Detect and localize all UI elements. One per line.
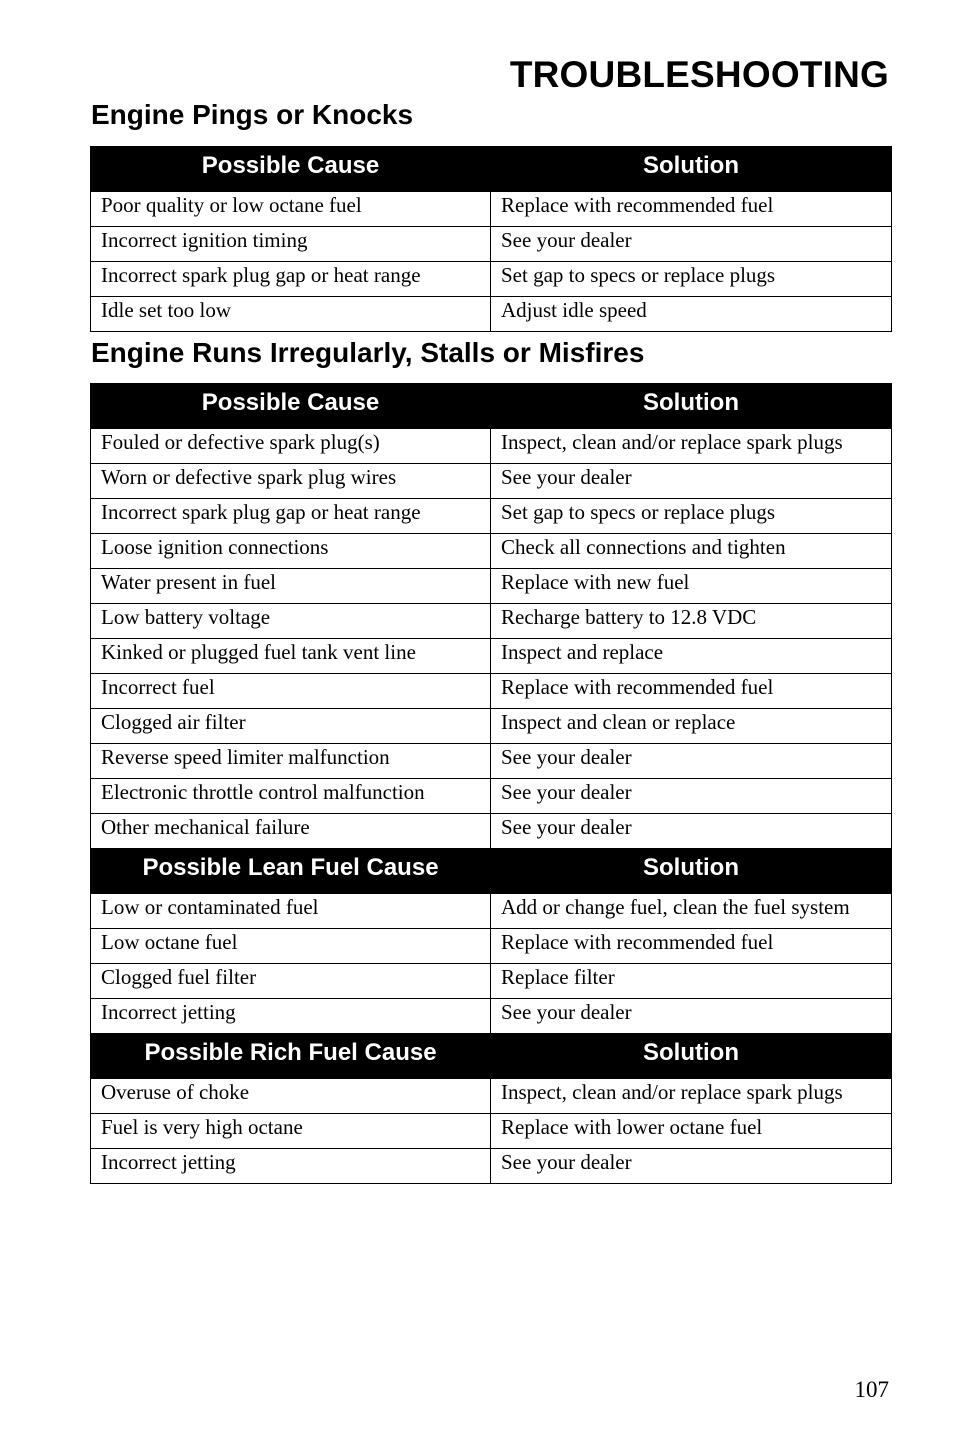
solution-cell: Inspect and replace <box>491 639 892 674</box>
cause-cell: Kinked or plugged fuel tank vent line <box>91 639 491 674</box>
table-row <box>91 709 892 744</box>
cause-cell: Incorrect spark plug gap or heat range <box>91 499 491 534</box>
table-row <box>91 534 892 569</box>
troubleshooting-table-engine-runs-irregularly <box>90 383 892 1184</box>
cause-cell: Water present in fuel <box>91 569 491 604</box>
solution-cell: Recharge battery to 12.8 VDC <box>491 604 892 639</box>
table-header-row <box>91 147 892 192</box>
cause-cell: Incorrect spark plug gap or heat range <box>91 262 491 297</box>
table-row <box>91 779 892 814</box>
solution-column-header: Solution <box>491 1034 892 1079</box>
cause-cell: Overuse of choke <box>91 1079 491 1114</box>
cause-cell: Poor quality or low octane fuel <box>91 192 491 227</box>
solution-cell: Replace with recommended fuel <box>491 674 892 709</box>
table-row <box>91 744 892 779</box>
solution-cell: Set gap to specs or replace plugs <box>491 262 892 297</box>
table-row <box>91 499 892 534</box>
solution-column-header: Solution <box>491 849 892 894</box>
cause-cell: Electronic throttle control malfunction <box>91 779 491 814</box>
table-row <box>91 192 892 227</box>
page-title: TROUBLESHOOTING <box>509 54 889 95</box>
table-row <box>91 569 892 604</box>
cause-column-header: Possible Cause <box>91 147 491 192</box>
table-row <box>91 639 892 674</box>
solution-cell: Check all connections and tighten <box>491 534 892 569</box>
solution-cell: See your dealer <box>491 227 892 262</box>
cause-cell: Incorrect fuel <box>91 674 491 709</box>
solution-cell: Inspect and clean or replace <box>491 709 892 744</box>
cause-cell: Loose ignition connections <box>91 534 491 569</box>
solution-cell: Replace filter <box>491 964 892 999</box>
cause-cell: Low or contaminated fuel <box>91 894 491 929</box>
table-header-row <box>91 384 892 429</box>
solution-column-header: Solution <box>491 147 892 192</box>
cause-cell: Other mechanical failure <box>91 814 491 849</box>
cause-cell: Fuel is very high octane <box>91 1114 491 1149</box>
table-row <box>91 429 892 464</box>
solution-column-header: Solution <box>491 384 892 429</box>
cause-cell: Fouled or defective spark plug(s) <box>91 429 491 464</box>
table-row <box>91 1114 892 1149</box>
solution-cell: See your dealer <box>491 814 892 849</box>
page-number: 107 <box>854 1377 889 1402</box>
cause-cell: Clogged fuel filter <box>91 964 491 999</box>
table-row <box>91 297 892 332</box>
section-title-engine-pings: Engine Pings or Knocks <box>91 99 414 130</box>
troubleshooting-table-engine-pings <box>90 146 892 332</box>
cause-cell: Reverse speed limiter malfunction <box>91 744 491 779</box>
cause-cell: Incorrect jetting <box>91 999 491 1034</box>
section-title-engine-runs-irregularly: Engine Runs Irregularly, Stalls or Misfires <box>91 337 645 368</box>
solution-cell: Inspect, clean and/or replace spark plugs <box>491 429 892 464</box>
solution-cell: See your dealer <box>491 999 892 1034</box>
cause-cell: Clogged air filter <box>91 709 491 744</box>
solution-cell: Adjust idle speed <box>491 297 892 332</box>
table-header-row <box>91 849 892 894</box>
table-row <box>91 1149 892 1184</box>
table-row <box>91 894 892 929</box>
solution-cell: Replace with recommended fuel <box>491 192 892 227</box>
table-row <box>91 929 892 964</box>
solution-cell: See your dealer <box>491 744 892 779</box>
solution-cell: Replace with recommended fuel <box>491 929 892 964</box>
solution-cell: See your dealer <box>491 464 892 499</box>
table-row <box>91 814 892 849</box>
table-row <box>91 227 892 262</box>
cause-cell: Worn or defective spark plug wires <box>91 464 491 499</box>
solution-cell: See your dealer <box>491 1149 892 1184</box>
cause-cell: Idle set too low <box>91 297 491 332</box>
cause-cell: Incorrect ignition timing <box>91 227 491 262</box>
table-row <box>91 999 892 1034</box>
table-header-row <box>91 1034 892 1079</box>
table-row <box>91 262 892 297</box>
table-row <box>91 964 892 999</box>
cause-column-header: Possible Lean Fuel Cause <box>91 849 491 894</box>
cause-column-header: Possible Rich Fuel Cause <box>91 1034 491 1079</box>
solution-cell: Replace with new fuel <box>491 569 892 604</box>
solution-cell: Set gap to specs or replace plugs <box>491 499 892 534</box>
table-row <box>91 604 892 639</box>
solution-cell: Inspect, clean and/or replace spark plugs <box>491 1079 892 1114</box>
solution-cell: See your dealer <box>491 779 892 814</box>
cause-cell: Incorrect jetting <box>91 1149 491 1184</box>
cause-cell: Low battery voltage <box>91 604 491 639</box>
cause-cell: Low octane fuel <box>91 929 491 964</box>
solution-cell: Replace with lower octane fuel <box>491 1114 892 1149</box>
cause-column-header: Possible Cause <box>91 384 491 429</box>
table-row <box>91 674 892 709</box>
table-row <box>91 1079 892 1114</box>
solution-cell: Add or change fuel, clean the fuel system <box>491 894 892 929</box>
table-row <box>91 464 892 499</box>
